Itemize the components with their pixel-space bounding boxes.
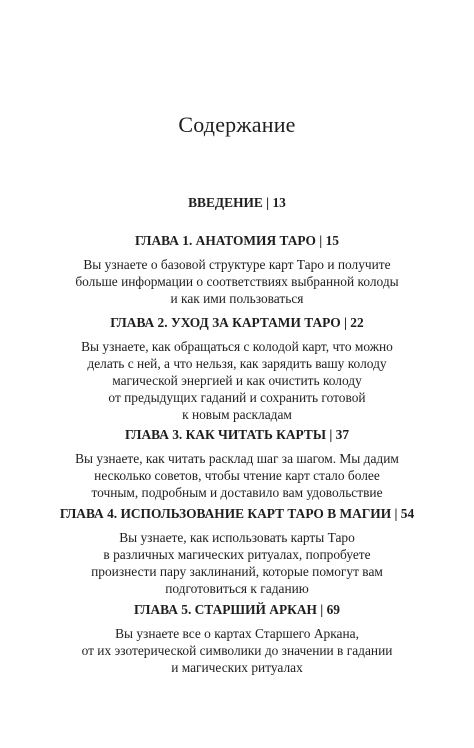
chapter-heading: ГЛАВА 3. КАК ЧИТАТЬ КАРТЫ | 37	[124, 427, 350, 442]
chapter-description	[0, 450, 474, 501]
chapter-description	[0, 338, 474, 423]
toc-chapter-5	[0, 602, 474, 676]
toc-intro-entry: ВВЕДЕНИЕ | 13	[188, 195, 286, 210]
toc-chapter-3	[0, 427, 474, 501]
description-line: несколько советов, чтобы чтение карт стало более	[94, 468, 380, 483]
toc-chapter-1	[0, 233, 474, 307]
description-line: больше информации о соответствиях выбранной колоды	[75, 274, 399, 289]
description-line: и магических ритуалах	[171, 660, 303, 675]
description-line: Вы узнаете, как читать расклад шаг за шагом. Мы дадим	[75, 451, 399, 466]
description-line: магической энергией и как очистить колоду	[112, 373, 362, 388]
toc-chapter-2	[0, 315, 474, 423]
description-line: подготовиться к гаданию	[165, 581, 309, 596]
chapter-heading: ГЛАВА 1. АНАТОМИЯ ТАРО | 15	[135, 233, 339, 248]
description-line: произнести пару заклинаний, которые помогут вам	[91, 564, 383, 579]
description-line: от предыдущих гаданий и сохранить готовой	[108, 390, 366, 405]
toc-chapter-4	[0, 506, 474, 597]
description-line: от их эзотерической символики до значении в гадании	[81, 643, 393, 658]
chapter-description	[0, 529, 474, 597]
description-line: к новым раскладам	[182, 407, 292, 422]
description-line: Вы узнаете, как использовать карты Таро	[119, 530, 355, 545]
page-title: Содержание	[178, 112, 296, 137]
description-line: в различных магических ритуалах, попробуете	[103, 547, 371, 562]
description-line: и как ими пользоваться	[170, 291, 304, 306]
chapter-heading: ГЛАВА 4. ИСПОЛЬЗОВАНИЕ КАРТ ТАРО В МАГИИ | 54	[59, 506, 415, 521]
description-line: Вы узнаете, как обращаться с колодой карт, что можно	[81, 339, 393, 354]
description-line: точным, подробным и доставило вам удовольствие	[91, 485, 383, 500]
chapter-heading: ГЛАВА 5. СТАРШИЙ АРКАН | 69	[134, 602, 340, 617]
description-line: Вы узнаете все о картах Старшего Аркана,	[115, 626, 359, 641]
chapter-description	[0, 625, 474, 676]
chapter-description	[0, 256, 474, 307]
description-line: Вы узнаете о базовой структуре карт Таро и получите	[83, 257, 391, 272]
description-line: делать с ней, а что нельзя, как зарядить вашу колоду	[87, 356, 387, 371]
chapter-heading: ГЛАВА 2. УХОД ЗА КАРТАМИ ТАРО | 22	[110, 315, 364, 330]
